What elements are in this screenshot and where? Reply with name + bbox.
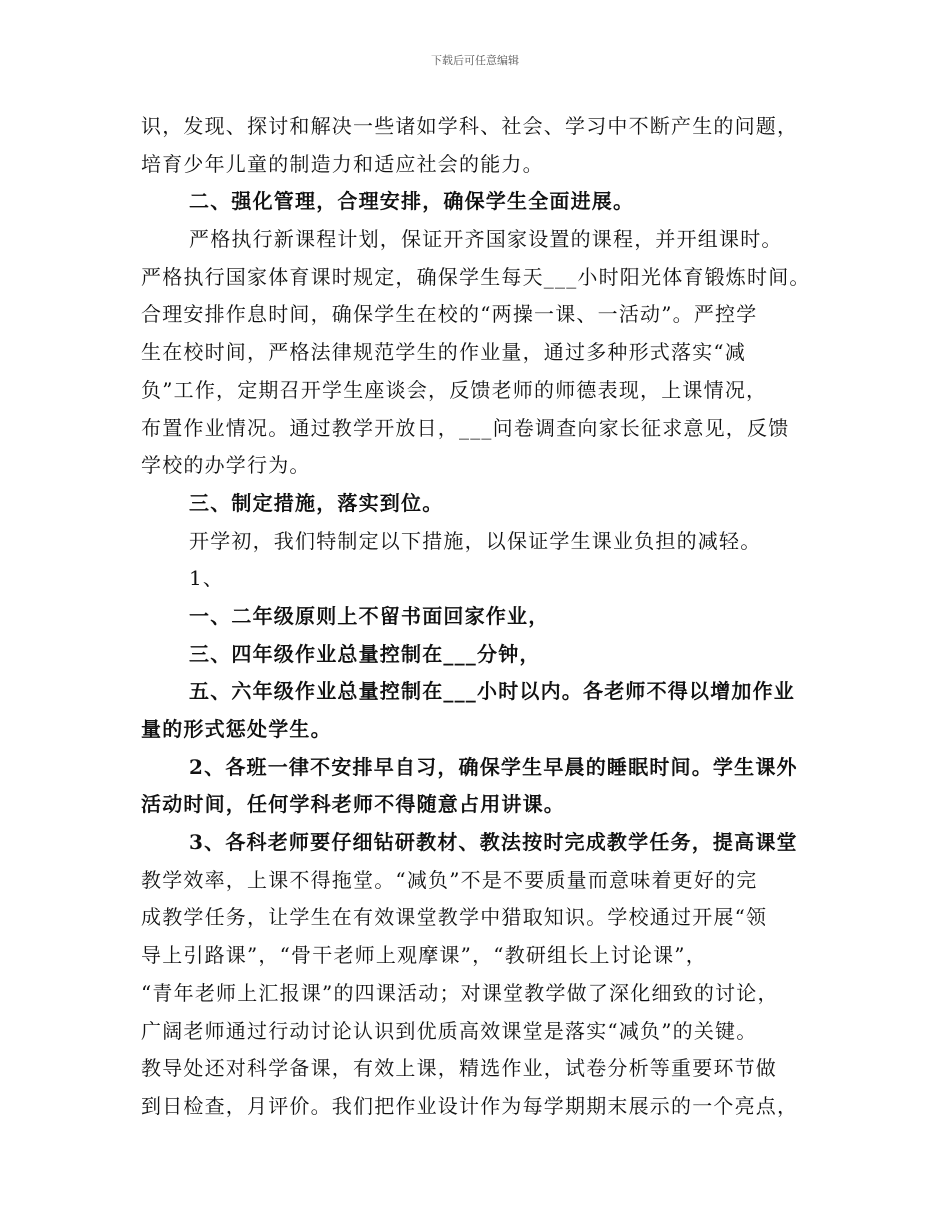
text-line: 广阔老师通过行动讨论认识到优质高效课堂是落实“减负”的关键。 (141, 1018, 758, 1043)
text-line: 负”工作，定期召开学生座谈会，反馈老师的师德表现，上课情况， (141, 377, 768, 402)
text-line: 1、 (189, 566, 225, 591)
text-line: 一、二年级原则上不留书面回家作业， (189, 603, 550, 628)
text-line: 开学初，我们特制定以下措施，以保证学生课业负担的减轻。 (189, 528, 762, 553)
text-line: 布置作业情况。通过教学开放日，___问卷调查向家长征求意见，反馈 (141, 415, 790, 440)
text-line: 培育少年儿童的制造力和适应社会的能力。 (141, 151, 544, 176)
text-line: 3、各科老师要仔细钻研教材、教法按时完成教学任务，提高课堂 (189, 830, 798, 855)
text-line: 学校的办学行为。 (141, 453, 311, 478)
text-line: 合理安排作息时间，确保学生在校的“两操一课、一活动”。严控学 (141, 302, 758, 327)
text-line: 生在校时间，严格法律规范学生的作业量，通过多种形式落实“减 (141, 340, 747, 365)
text-line: 三、制定措施，落实到位。 (189, 490, 444, 515)
text-line: 严格执行新课程计划，保证开齐国家设置的课程，并开组课时。 (189, 227, 783, 252)
text-line: 活动时间，任何学科老师不得随意占用讲课。 (141, 792, 565, 817)
text-line: 严格执行国家体育课时规定，确保学生每天___小时阳光体育锻炼时间。 (141, 264, 811, 289)
page-header: 下载后可任意编辑 (431, 54, 519, 67)
text-line: 教学效率，上课不得拖堂。“减负”不是不要质量而意味着更好的完 (141, 867, 758, 892)
text-line: 二、强化管理，合理安排，确保学生全面进展。 (189, 189, 635, 214)
text-line: 三、四年级作业总量控制在___分钟， (189, 641, 541, 666)
text-line: 成教学任务，让学生在有效课堂教学中猎取知识。学校通过开展“领 (141, 905, 768, 930)
text-line: 教导处还对科学备课，有效上课，精选作业，试卷分析等重要环节做 (141, 1056, 777, 1081)
text-line: 识，发现、探讨和解决一些诸如学科、社会、学习中不断产生的问题， (141, 114, 799, 138)
text-line: 导上引路课”，“骨干老师上观摩课”，“教研组长上讨论课”， (141, 943, 707, 968)
text-line: “青年老师上汇报课”的四课活动；对课堂教学做了深化细致的讨论， (141, 980, 779, 1005)
text-line: 量的形式惩处学生。 (141, 717, 332, 741)
document-body (141, 108, 826, 1126)
text-line: 2、各班一律不安排早自习，确保学生早晨的睡眠时间。学生课外 (189, 754, 798, 779)
text-line: 五、六年级作业总量控制在___小时以内。各老师不得以增加作业 (189, 679, 795, 704)
text-line: 到日检查，月评价。我们把作业设计作为每学期期末展示的一个亮点， (141, 1093, 799, 1118)
